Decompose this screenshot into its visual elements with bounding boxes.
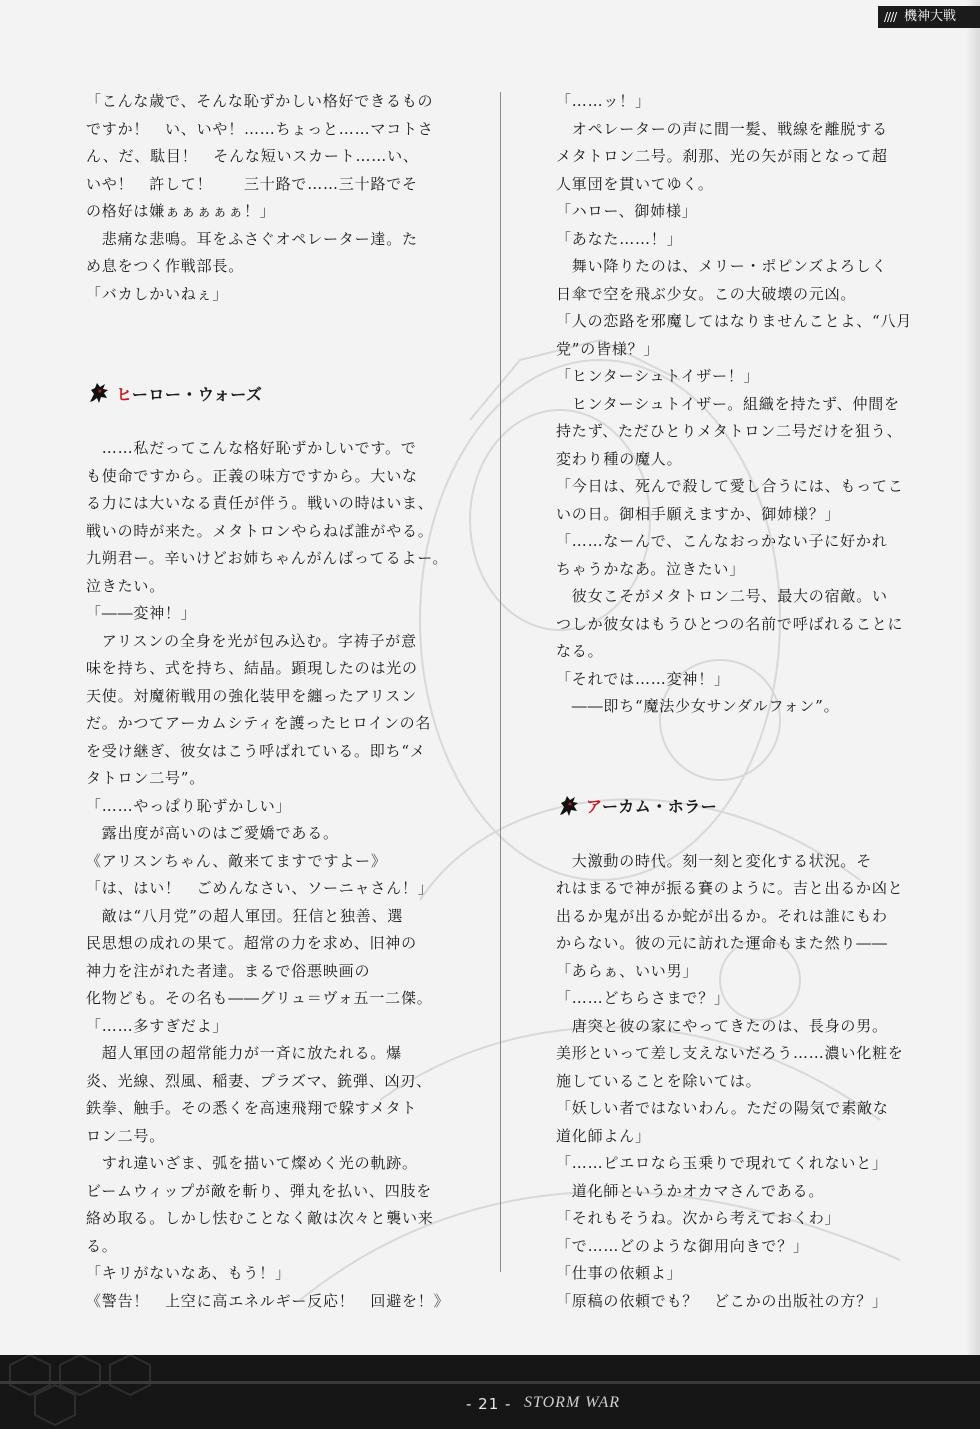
text-line: 「それもそうね。次から考えておくわ」 [556, 1209, 841, 1227]
text-line: 「で……どのような御用向きで？」 [556, 1236, 809, 1255]
text-line: ……私だってこんな格好恥ずかしいです。で [86, 439, 417, 457]
text-line: る力には大いなる責任が伴う。戦いの時はいま、 [86, 494, 434, 512]
heading-rest: ーカム・ホラー [602, 797, 718, 816]
text-line: る。 [86, 1236, 118, 1255]
text-line: 持たず、ただひとりメタトロン二号だけを狙う、 [556, 422, 903, 440]
text-line: なる。 [556, 642, 604, 660]
text-line: 化物ども。その名も――グリュ＝ヴォ五一二傑。 [86, 989, 433, 1007]
text-line: 「人の恋路を邪魔してはなりませんことよ、“八月 [556, 312, 913, 330]
left-text-block-1 [86, 88, 444, 308]
text-line: 「……どちらさまで？」 [556, 989, 730, 1007]
text-line: 出るか鬼が出るか蛇が出るか。それは誰にもわ [556, 906, 888, 925]
text-line: 味を持ち、式を持ち、結晶。顕現したのは光の [86, 659, 418, 677]
text-line: 悲痛な悲鳴。耳をふさぐオペレーター達。た [86, 229, 418, 248]
page-number: - 21 - [466, 1395, 512, 1413]
text-line: 露出度が高いのはご愛嬌である。 [86, 824, 339, 842]
text-line: 「ヒンターシュトイザー！」 [556, 367, 760, 385]
text-line: 「……やっぱり恥ずかしい」 [86, 796, 292, 815]
text-line: 美形といって差し支えないだろう……濃い化粧を [556, 1044, 904, 1062]
section-tag [878, 6, 980, 28]
text-line: 絡め取る。しかし怯むことなく敵は次々と襲い来 [86, 1209, 434, 1227]
heading-first-char: ア [586, 797, 603, 816]
text-line: め息をつく作戦部長。 [86, 257, 245, 275]
text-line: 《アリスンちゃん、敵来てますですよー》 [86, 851, 387, 870]
text-line: 「……なーんで、こんなおっかない子に好かれ [556, 532, 888, 550]
text-line: アリスンの全身を光が包み込む。字祷子が意 [86, 631, 417, 650]
text-line: つしか彼女はもうひとつの名前で呼ばれることに [556, 614, 904, 633]
text-line: すれ違いざま、弧を描いて燦めく光の軌跡。 [86, 1154, 418, 1172]
text-line: いの日。御相手願えますか、御姉様？」 [556, 504, 841, 523]
text-line: 「……多すぎだよ」 [86, 1016, 229, 1035]
text-line: タトロン二号”。 [86, 769, 206, 787]
right-text-block-1 [556, 88, 913, 721]
page-margin-shadow [966, 0, 980, 1429]
heading-arkham-horror [556, 776, 902, 836]
text-line: 「あなた……！」 [556, 229, 683, 248]
text-line: 敵は“八月党”の超人軍団。狂信と独善、選 [86, 906, 404, 925]
text-line: 施していることを除いては。 [556, 1071, 762, 1090]
column-divider [500, 92, 501, 1272]
text-line: ヒンターシュトイザー。組織を持たず、仲間を [556, 394, 900, 413]
heading-rest: ーロー・ウォーズ [131, 384, 263, 404]
heading-hero-wars [86, 363, 444, 423]
text-line: いや！ 許して！ 三十路で……三十路でそ [86, 174, 418, 193]
heading-first-char: ヒ [116, 384, 132, 404]
text-line: も使命ですから。正義の味方ですから。大いな [86, 466, 418, 485]
text-line: 「――変神！」 [86, 604, 197, 622]
left-text-block-2 [86, 435, 450, 1315]
text-line: の格好は嫌ぁぁぁぁぁ！」 [86, 202, 276, 220]
text-line: 人軍団を貫いてゆく。 [556, 174, 714, 193]
text-line: 道化師よん」 [556, 1126, 651, 1145]
text-line: 神力を注がれた者達。まるで俗悪映画の [86, 961, 371, 980]
text-line: メタトロン二号。刹那、光の矢が雨となって超 [556, 147, 888, 165]
text-line: 大激動の時代。刻一刻と変化する状況。そ [556, 851, 873, 870]
text-line: オペレーターの声に間一髪、戦線を離脱する [556, 119, 888, 138]
text-line: 舞い降りたのは、メリー・ポピンズよろしく [556, 257, 888, 275]
text-line: 超人軍団の超常能力が一斉に放たれる。爆 [86, 1044, 403, 1062]
text-line: 鉄拳、触手。その悉くを高速飛翔で躱すメタト [86, 1099, 418, 1117]
text-line: 「ハロー、御姉様」 [556, 202, 698, 220]
right-text-block-2 [556, 848, 902, 1316]
tag-title: 機神大戦 [904, 9, 957, 24]
text-line: 「は、はい！ ごめんなさい、ソーニャさん！」 [86, 879, 434, 897]
series-title: STORM WAR [524, 1394, 621, 1411]
tag-slashes: //// [884, 10, 897, 24]
text-line: ん、だ、駄目！ そんな短いスカート……い、 [86, 147, 419, 165]
text-line: 「キリがないなあ、もう！」 [86, 1264, 291, 1282]
text-line: 炎、光線、烈風、稲妻、プラズマ、銃弾、凶刃、 [86, 1071, 432, 1090]
text-line: 彼女こそがメタトロン二号、最大の宿敵。い [556, 587, 888, 605]
page-footer [0, 1355, 980, 1429]
text-line: 唐突と彼の家にやってきたのは、長身の男。 [556, 1016, 888, 1035]
dragon-emblem-icon [556, 793, 582, 819]
text-line: 民思想の成れの果て。超常の力を求め、旧神の [86, 934, 417, 952]
text-line: 党”の皆様？」 [556, 339, 660, 358]
text-line: ちゃうかなあ。泣きたい」 [556, 559, 746, 578]
text-line: 泣きたい。 [86, 576, 166, 595]
text-line: 「あらぁ、いい男」 [556, 961, 699, 980]
text-line: 道化師というかオカマさんである。 [556, 1181, 825, 1200]
text-line: 九朔君ー。辛いけどお姉ちゃんがんばってるよー。 [86, 549, 449, 567]
text-line: ロン二号。 [86, 1126, 166, 1145]
text-line: 変わり種の魔人。 [556, 449, 683, 468]
text-line: 日傘で空を飛ぶ少女。この大破壊の元凶。 [556, 284, 857, 303]
text-line: 「仕事の依頼よ」 [556, 1264, 683, 1282]
dragon-emblem-icon [86, 380, 112, 406]
footer-rule [0, 1381, 980, 1384]
right-column [556, 88, 913, 1315]
text-line: 天使。対魔術戦用の強化装甲を纏ったアリスン [86, 686, 417, 705]
text-line: ビームウィップが敵を斬り、弾丸を払い、四肢を [86, 1181, 433, 1200]
text-line: れはまるで神が振る賽のように。吉と出るか凶と [556, 879, 904, 897]
text-line: 「原稿の依頼でも？ どこかの出版社の方？」 [556, 1291, 888, 1310]
text-line: 《警告！ 上空に高エネルギー反応！ 回避を！》 [86, 1291, 450, 1310]
hexagon-pattern-icon [0, 1355, 300, 1429]
text-line: 「バカしかいねぇ」 [86, 284, 229, 303]
text-line: ですか！ い、いや！……ちょっと……マコトさ [86, 119, 434, 138]
text-line: 「こんな歳で、そんな恥ずかしい格好できるもの [86, 92, 434, 110]
text-line: 「今日は、死んで殺して愛し合うには、もってこ [556, 477, 904, 495]
text-line: ――即ち“魔法少女サンダルフォン”。 [556, 697, 840, 715]
left-column [86, 88, 450, 1315]
text-line: を受け継ぎ、彼女はこう呼ばれている。即ち“メ [86, 741, 426, 760]
text-line: 「……ッ！」 [556, 92, 651, 110]
text-line: 「……ピエロなら玉乗りで現れてくれないと」 [556, 1154, 888, 1172]
text-line: 「妖しい者ではないわん。ただの陽気で素敵な [556, 1099, 889, 1117]
text-line: からない。彼の元に訪れた運命もまた然り―― [556, 934, 888, 952]
text-line: 戦いの時が来た。メタトロンやらねば誰がやる。 [86, 521, 434, 540]
text-line: 「それでは……変神！」 [556, 669, 730, 688]
text-line: だ。かつてアーカムシティを護ったヒロインの名 [86, 714, 432, 732]
